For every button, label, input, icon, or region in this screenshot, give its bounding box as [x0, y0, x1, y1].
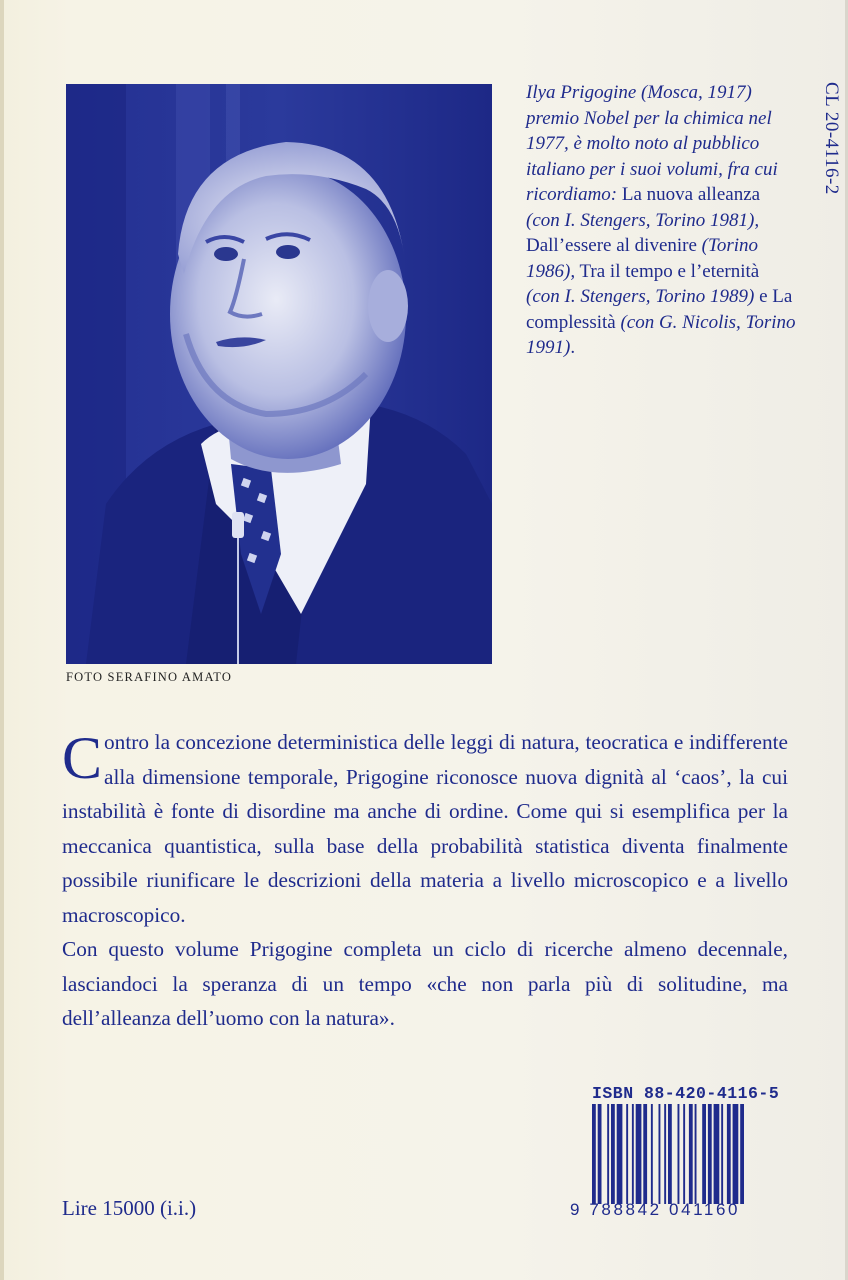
- photo-credit: FOTO SERAFINO AMATO: [66, 670, 233, 684]
- bio-note-2: (Torino 1986),: [526, 235, 758, 282]
- blurb-paragraph-1: ontro la concezione deterministica delle leggi di natura, teocratica e indifferente alla dimensione temporale, Prigogine riconosce nuova dignità al ‘caos’, la cui instabilità è fonte di disordine ma anche di ordine. Come qui si esemplifica per la meccanica quantistica, sulla base della probabilità statistica diventa finalmente possibile riunificare le descrizioni della materia a livello microscopico e a livello macroscopico.: [62, 730, 788, 927]
- bio-note-1: (con I. Stengers, Torino 1981),: [526, 209, 760, 231]
- catalog-code-text: CL 20-4116-2: [821, 82, 842, 195]
- catalog-code: [814, 82, 848, 222]
- bio-title-4: e La complessità: [526, 286, 793, 333]
- bio-note-4: (con G. Nicolis, Torino 1991): [526, 311, 796, 358]
- bio-title-1: La nuova alleanza: [617, 184, 761, 205]
- barcode-digits: 9 788842 041160: [570, 1200, 741, 1219]
- blurb-paragraph-2: Con questo volume Prigogine completa un ciclo di ricerche almeno decennale, lasciandoci la speranza di un tempo «che non parla più di solitudine, ma dell’alleanza dell’uomo con la natura».: [62, 937, 788, 1030]
- bio-title-2: Dall’essere al divenire: [526, 235, 702, 256]
- author-bio: [526, 80, 796, 361]
- bio-note-3: (con I. Stengers, Torino 1989): [526, 286, 755, 307]
- drop-cap: C: [62, 725, 103, 791]
- bio-title-3: Tra il tempo e l’eternità: [575, 260, 760, 282]
- author-portrait-photo: [66, 84, 492, 664]
- bio-intro: Ilya Prigogine (Mosca, 1917) premio Nobel per la chimica nel 1977, è molto noto al pubblico italiano per i suoi volumi, fra cui ricordiamo:: [526, 82, 778, 205]
- bio-end: .: [570, 337, 576, 358]
- isbn-label: ISBN 88-420-4116-5: [592, 1084, 780, 1103]
- book-blurb: [62, 725, 788, 1036]
- price-label: Lire 15000 (i.i.): [62, 1196, 197, 1220]
